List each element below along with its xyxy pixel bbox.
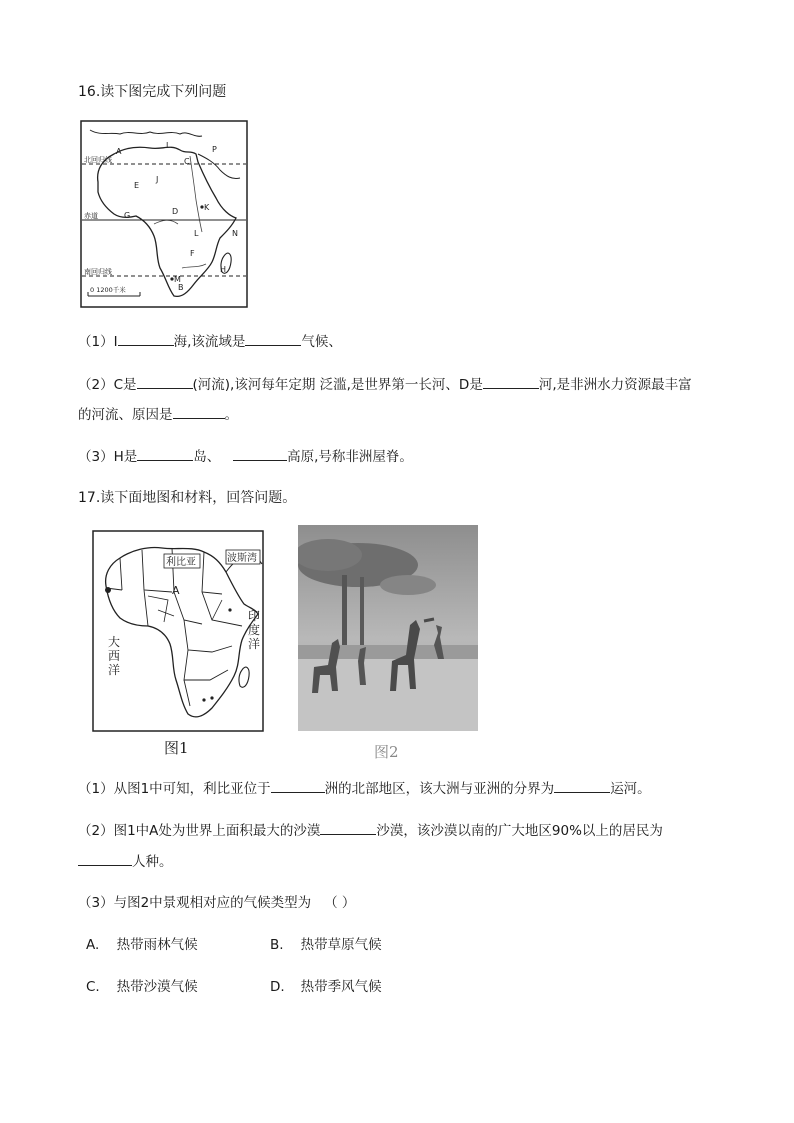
figure2-caption: 图2 [374,743,399,761]
label-indian-1: 印 [248,609,261,623]
label-indian-3: 洋 [248,637,261,651]
answer-blank[interactable] [78,851,132,866]
answer-blank[interactable] [118,331,174,346]
answer-blank[interactable] [320,820,376,835]
label-b: B [178,283,184,292]
figure1-caption: 图1 [164,739,189,757]
label-tropic-south: 南回归线 [84,268,112,276]
answer-blank[interactable] [137,374,193,389]
label-a: A [116,147,122,156]
answer-blank[interactable] [245,331,301,346]
label-j: J [156,175,159,184]
label-g: G [124,211,131,220]
question-16-title: 16.读下图完成下列问题 [78,84,227,100]
label-c: C [184,157,190,166]
answer-blank[interactable] [173,404,225,419]
label-k: K [204,203,210,212]
q16-sub2: （2）C是 (河流),该河每年定期 泛滥,是世界第一长河、D是 河,是非洲水力资源最丰富 [78,374,692,395]
label-p: P [212,145,217,154]
question-17-title: 17.读下面地图和材料，回答问题。 [78,490,297,506]
label-d: D [172,207,179,216]
label-tropic-north: 北回归线 [84,156,112,164]
label-atlantic-3: 洋 [108,663,121,677]
label-i: I [166,141,169,150]
answer-blank[interactable] [483,374,539,389]
q17-sub1: （1）从图1中可知，利比亚位于 洲的北部地区，该大洲与亚洲的分界为 运河。 [78,778,651,799]
answer-blank[interactable] [554,778,610,793]
africa-map-fig16 [80,120,248,308]
label-atlantic-2: 西 [108,649,121,663]
label-atlantic-1: 大 [108,635,121,649]
savanna-photo-fig2 [298,525,478,731]
q16-sub3: （3）H是 岛、 高原,号称非洲屋脊。 [78,446,413,467]
answer-blank[interactable] [233,446,287,461]
label-equator: 赤道 [84,212,98,220]
label-a: A [172,584,180,597]
answer-blank[interactable] [137,446,193,461]
africa-political-map-fig1 [92,530,264,732]
label-indian-2: 度 [248,623,261,637]
q16-sub1: （1）I 海,该流域是 气候、 [78,331,342,352]
q17-sub2: （2）图1中A处为世界上面积最大的沙漠 沙漠，该沙漠以南的广大地区90%以上的居民为 [78,820,663,841]
q16-sub2-cont: 的河流、原因是 。 [78,404,238,425]
q17-sub2-cont: 人种。 [78,851,173,872]
answer-blank[interactable] [271,778,325,793]
label-l: L [194,229,199,238]
label-n: N [232,229,238,238]
option-a[interactable]: A. 热带雨林气候 [86,937,198,953]
option-d[interactable]: D. 热带季风气候 [270,979,382,995]
option-c[interactable]: C. 热带沙漠气候 [86,979,198,995]
label-libya: 利比亚 [166,557,196,568]
label-f: F [190,249,195,258]
q17-sub3: （3）与图2中景观相对应的气候类型为 （ ） [78,895,356,911]
answer-paren[interactable]: （ ） [324,895,356,911]
label-persian-gulf: 波斯湾 [227,553,257,564]
scale-label: 0 1200千米 [90,286,126,294]
option-b[interactable]: B. 热带草原气候 [270,937,382,953]
label-e: E [134,181,140,190]
label-m: M [174,275,181,284]
label-h: H [220,265,227,274]
